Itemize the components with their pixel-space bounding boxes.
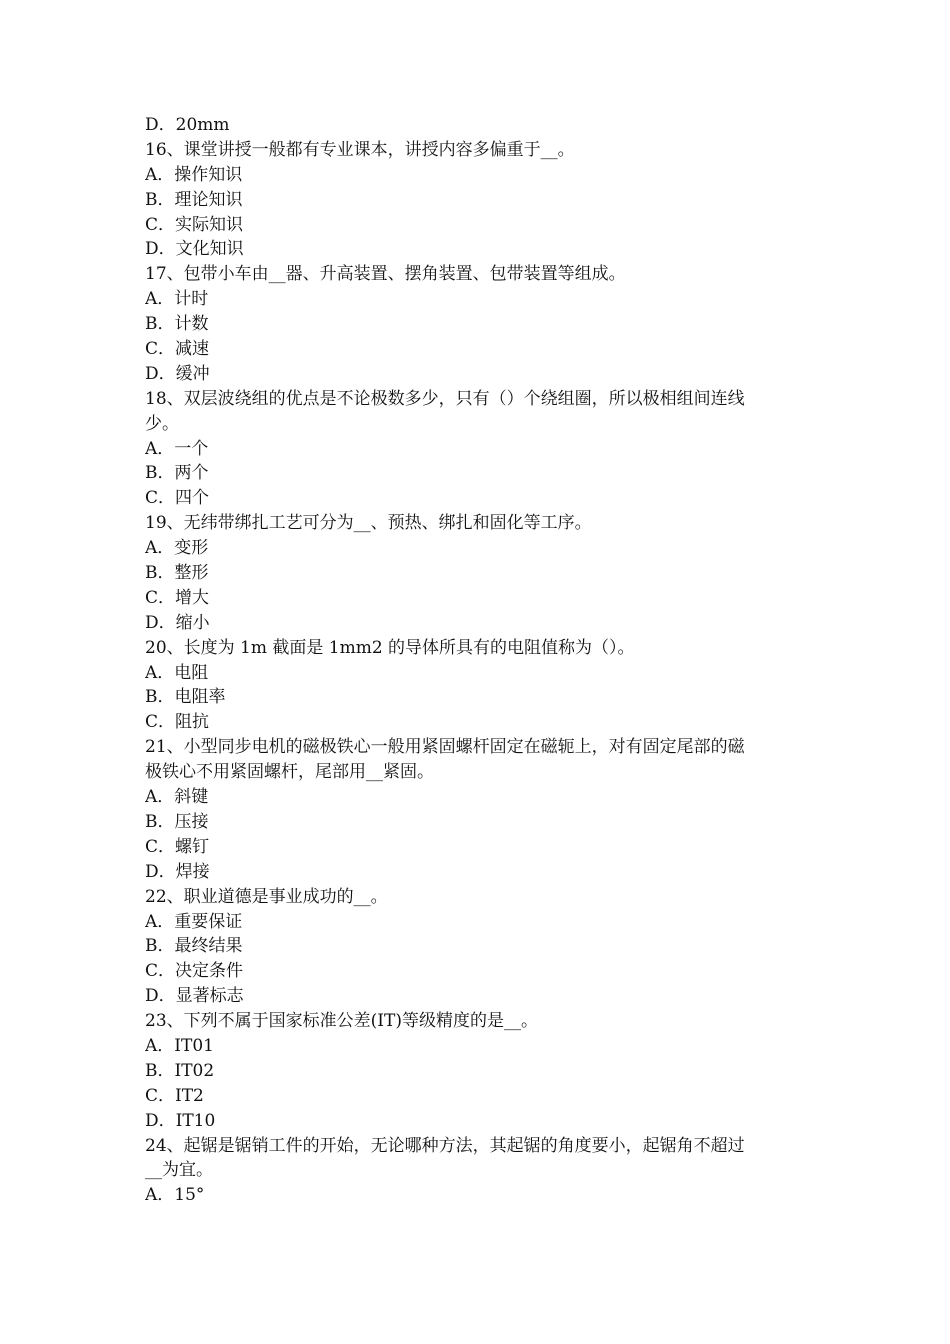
option-line: D．文化知识	[145, 239, 244, 260]
option-line: B．IT02	[145, 1060, 215, 1081]
question-line: 22、职业道德是事业成功的__。	[145, 886, 388, 907]
option-line: A．电阻	[145, 662, 209, 683]
question-line: 19、无纬带绑扎工艺可分为__、预热、绑扎和固化等工序。	[145, 513, 592, 534]
option-line: D．20mm	[145, 115, 230, 135]
option-line: C．增大	[145, 587, 210, 608]
option-line: D．缩小	[145, 612, 210, 633]
option-line: B．两个	[145, 463, 209, 484]
option-line: D．焊接	[145, 861, 210, 882]
option-line: C．决定条件	[145, 961, 244, 982]
question-line: 20、长度为 1m 截面是 1mm2 的导体所具有的电阻值称为（）。	[145, 637, 635, 658]
option-line: A．变形	[145, 538, 209, 559]
option-line: C．四个	[145, 488, 210, 509]
option-line: C．减速	[145, 339, 210, 360]
option-line: C．实际知识	[145, 214, 244, 235]
option-line: A．15°	[145, 1185, 205, 1206]
option-line: D．缓冲	[145, 363, 210, 384]
question-continuation-line: 极铁心不用紧固螺杆，尾部用__紧固。	[145, 762, 434, 783]
question-line: 24、起锯是锯销工件的开始，无论哪种方法，其起锯的角度要小，起锯角不超过	[145, 1135, 745, 1156]
option-line: D．IT10	[145, 1110, 216, 1131]
option-line: B．最终结果	[145, 936, 243, 957]
question-continuation-line: __为宜。	[145, 1160, 213, 1181]
option-line: B．计数	[145, 314, 209, 335]
option-line: A．斜键	[145, 787, 209, 808]
option-line: B．电阻率	[145, 687, 226, 708]
option-line: D．显著标志	[145, 986, 244, 1007]
option-line: A．重要保证	[145, 911, 243, 932]
question-line: 16、课堂讲授一般都有专业课本，讲授内容多偏重于__。	[145, 139, 575, 160]
question-line: 18、双层波绕组的优点是不论极数多少，只有（）个绕组圈，所以极相组间连线	[145, 388, 745, 409]
option-line: B．整形	[145, 563, 209, 584]
option-line: C．阻抗	[145, 712, 210, 733]
option-line: A．一个	[145, 438, 209, 459]
question-line: 17、包带小车由__器、升高装置、摆角装置、包带装置等组成。	[145, 264, 626, 285]
option-line: C．螺钉	[145, 836, 210, 857]
document-page	[145, 113, 810, 1208]
option-line: B．理论知识	[145, 189, 243, 210]
question-line: 23、下列不属于国家标准公差(IT)等级精度的是__。	[145, 1011, 538, 1032]
option-line: A．计时	[145, 289, 209, 310]
option-line: A．IT01	[145, 1035, 214, 1056]
option-line: B．压接	[145, 811, 209, 832]
question-line: 21、小型同步电机的磁极铁心一般用紧固螺杆固定在磁轭上，对有固定尾部的磁	[145, 737, 745, 758]
option-line: C．IT2	[145, 1085, 204, 1106]
question-continuation-line: 少。	[145, 413, 179, 434]
option-line: A．操作知识	[145, 164, 243, 185]
